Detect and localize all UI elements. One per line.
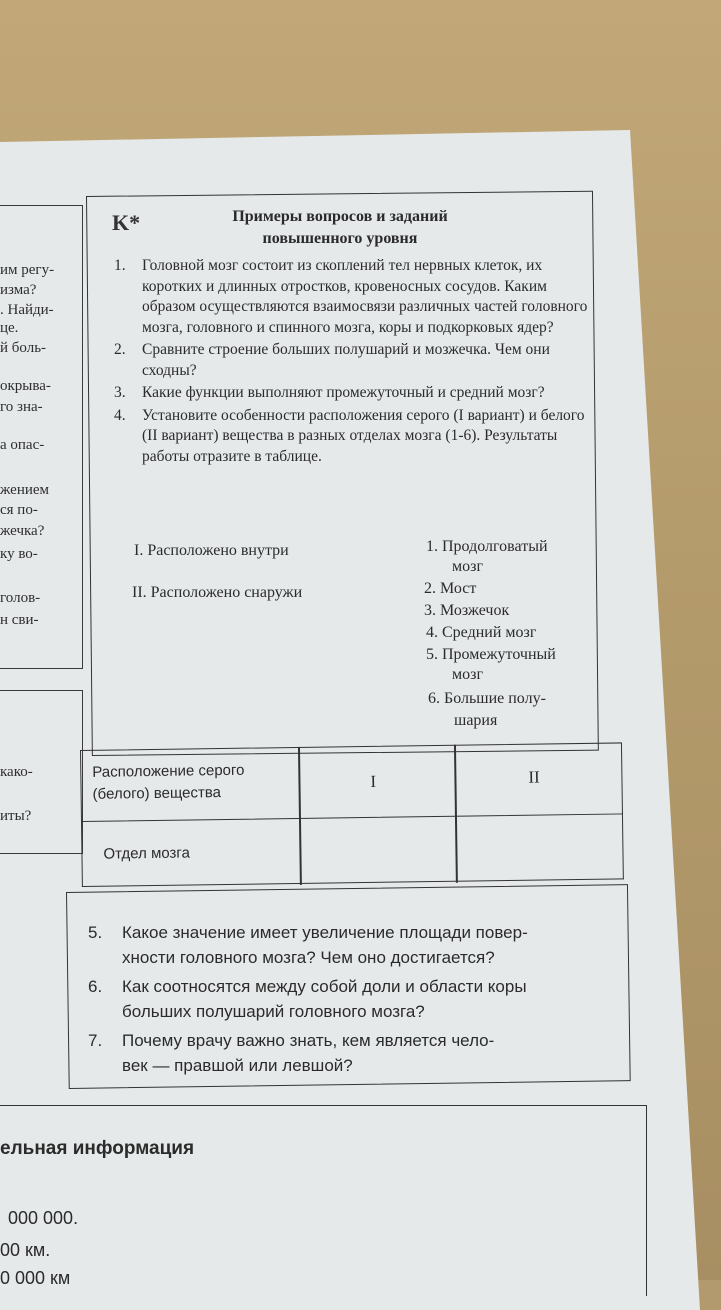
brain-part: 4. Средний мозг [426,624,537,641]
left-line: це. [0,320,19,336]
header-line: Расположение серого [92,761,245,781]
question-item [108,383,588,404]
left-line: го зна- [0,399,43,415]
info-title: ельная информация [0,1138,195,1159]
brain-part: мозг [452,558,484,575]
left-line: жечка? [0,523,45,539]
left-line: им регу- [0,262,55,278]
left-line: како- [0,764,33,780]
table-header-cell: II [528,767,540,787]
extra-question-list [88,920,628,1078]
question-item [108,406,588,468]
brain-part: 1. Продолговатый [426,538,548,555]
table-header-cell [92,760,245,806]
question-number: 3. [114,384,126,401]
question-line: больших полушарий головного мозга? [122,1002,425,1021]
question-item [88,974,628,1024]
question-item [88,920,628,970]
left-line: ку во- [0,546,38,562]
question-number: 4. [114,406,126,424]
left-line: жением [0,482,50,498]
question-text: Какие функции выполняют промежуточный и средний мозг? [142,384,545,401]
question-line: век — правшой или левшой? [122,1056,353,1075]
question-line: Какое значение имеет увеличение площади повер- [122,923,528,942]
info-box [0,1105,647,1296]
brain-part: мозг [452,666,484,683]
question-text: Сравните строение больших полушарий и мозжечка. Чем они сходны? [142,341,550,379]
question-line: Как соотносятся между собой доли и области коры [122,977,527,996]
question-number: 5. [88,923,103,942]
left-line: изма? [0,282,37,298]
info-line: 000 000. [8,1208,79,1228]
question-line: Почему врачу важно знать, кем является чело- [122,1031,495,1050]
left-line: иты? [0,808,32,824]
left-line: голов- [0,590,41,606]
left-line: н сви- [0,612,39,628]
left-line: ся по- [0,502,38,518]
left-line: . Найди- [0,302,54,318]
left-line: окрыва- [0,378,51,394]
k-star-icon: K* [112,210,141,235]
brain-part: 3. Мозжечок [424,602,510,619]
variant-1-label: I. Расположено внутри [134,542,289,559]
variant-2-label: II. Расположено снаружи [132,584,303,601]
question-item [88,1028,628,1078]
question-list [108,256,588,469]
question-text: Головной мозг состоит из скоплений тел нервных клеток, их коротких и длинных отростков, кровеносных сосудов. Каким образом осуществляются взаимосвязи различных частей головного мозга, головного и спинного мозга, коры и подкорковых ядер? [142,257,588,336]
question-text: Установите особенности расположения серого (I вариант) и белого (II вариант) вещества в разных отделах мозга (1-6). Результаты работы отразите в таблице. [142,406,585,465]
left-line: й боль- [0,340,47,356]
table-header-cell: I [370,771,377,791]
answer-table [80,742,627,890]
title-line: Примеры вопросов и заданий [232,208,448,225]
info-line: 0 000 км [0,1268,71,1288]
question-item [108,256,588,338]
question-number: 7. [88,1031,103,1050]
question-number: 1. [114,257,126,274]
brain-part: шария [454,712,498,729]
brain-part: 5. Промежуточный [426,646,556,663]
left-line: а опас- [0,437,45,453]
title-line: повышенного уровня [262,230,418,247]
brain-part: 2. Мост [424,580,477,597]
question-line: хности головного мозга? Чем оно достигается? [122,948,495,967]
answer-options [130,538,600,748]
question-number: 6. [88,977,103,996]
question-number: 2. [114,341,126,358]
question-item [108,340,588,381]
header-line: (белого) вещества [92,784,222,803]
brain-part: 6. Большие полу- [428,690,546,707]
section-title [190,206,490,250]
table-row-label: Отдел мозга [103,844,190,863]
info-line: 00 км. [0,1240,51,1260]
